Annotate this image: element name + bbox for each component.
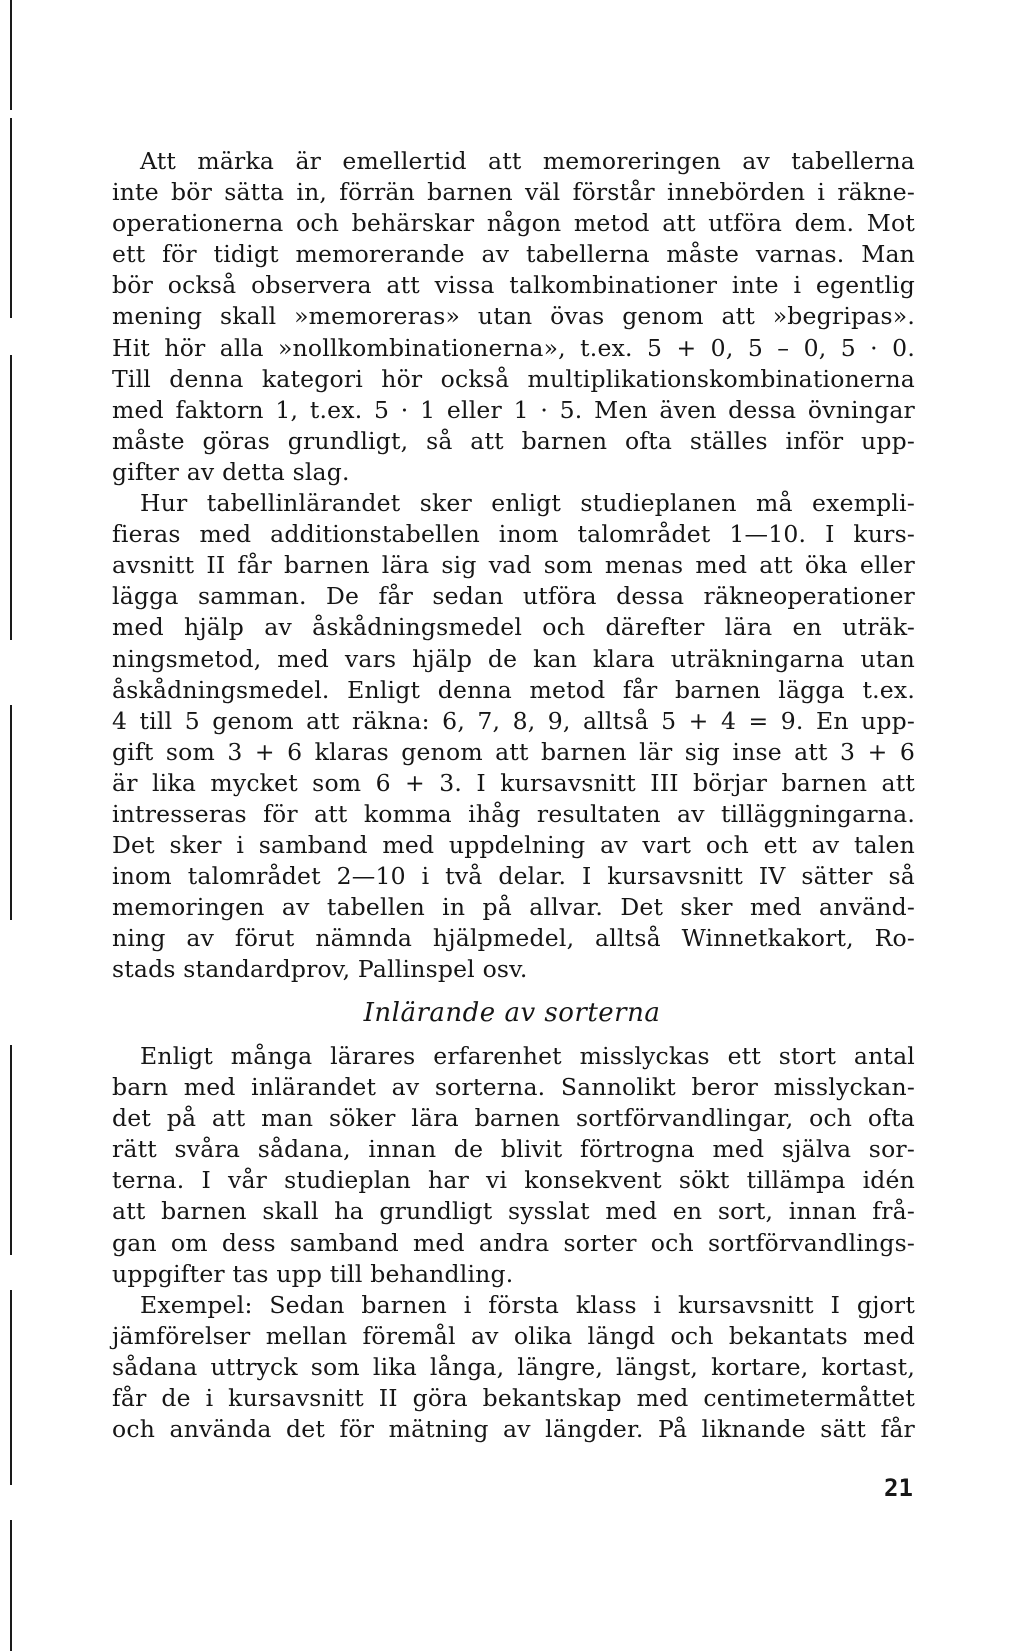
text-line: inom talområdet 2—10 i två delar. I kursavsnitt IV sätter så bbox=[112, 862, 915, 891]
text-line: 4 till 5 genom att räkna: 6, 7, 8, 9, alltså 5 + 4 = 9. En upp- bbox=[112, 706, 915, 735]
scan-edge-line-3 bbox=[10, 355, 12, 640]
text-line: ning av förut nämnda hjälpmedel, alltså Winnetkakort, Ro- bbox=[112, 924, 915, 953]
text-line: bör också observera att vissa talkombinationer inte i egentlig bbox=[112, 271, 915, 300]
text-line: mening skall »memoreras» utan övas genom att »begripas». bbox=[112, 302, 915, 331]
section-heading: Inlärande av sorterna bbox=[363, 998, 661, 1028]
text-line: är lika mycket som 6 + 3. I kursavsnitt III börjar barnen att bbox=[112, 768, 915, 797]
scan-edge-line-4 bbox=[10, 705, 12, 920]
page-number: 21 bbox=[884, 1474, 913, 1502]
paragraph-3 bbox=[112, 1041, 915, 1290]
text-line: Enligt många lärares erfarenhet misslyckas ett stort antal bbox=[140, 1042, 915, 1070]
text-line: barn med inlärandet av sorterna. Sannolikt beror misslyckan- bbox=[112, 1073, 915, 1102]
body-text-upper bbox=[112, 146, 915, 986]
body-text-lower bbox=[112, 1041, 915, 1445]
text-line: Exempel: Sedan barnen i första klass i kursavsnitt I gjort bbox=[140, 1290, 915, 1319]
text-line: fieras med additionstabellen inom talområdet 1—10. I kurs- bbox=[112, 520, 915, 549]
text-line: rätt svåra sådana, innan de blivit förtrogna med själva sor- bbox=[112, 1135, 915, 1164]
text-line: det på att man söker lära barnen sortförvandlingar, och ofta bbox=[112, 1104, 915, 1133]
text-line: Hit hör alla »nollkombinationerna», t.ex. 5 + 0, 5 – 0, 5 · 0. bbox=[112, 333, 915, 362]
text-line: lägga samman. De får sedan utföra dessa räkneoperationer bbox=[112, 582, 915, 611]
scan-edge-line-1 bbox=[10, 0, 12, 110]
text-line: och använda det för mätning av längder. På liknande sätt får bbox=[112, 1415, 915, 1444]
paragraph-2 bbox=[112, 488, 915, 986]
text-line: terna. I vår studieplan har vi konsekvent sökt tillämpa idén bbox=[112, 1166, 915, 1195]
text-line: operationerna och behärskar någon metod att utföra dem. Mot bbox=[112, 209, 915, 238]
text-line: Det sker i samband med uppdelning av vart och ett av talen bbox=[112, 831, 915, 860]
text-line: gan om dess samband med andra sorter och sortförvandlings- bbox=[112, 1228, 915, 1257]
text-line: ett för tidigt memorerande av tabellerna måste varnas. Man bbox=[112, 240, 915, 269]
text-line: Hur tabellinlärandet sker enligt studieplanen må exempli- bbox=[140, 489, 915, 518]
text-line: jämförelser mellan föremål av olika längd och bekantats med bbox=[112, 1321, 915, 1350]
text-line: sådana uttryck som lika långa, längre, längst, kortare, kortast, bbox=[112, 1352, 915, 1381]
text-line: att barnen skall ha grundligt sysslat med en sort, innan frå- bbox=[112, 1197, 915, 1226]
paragraph-4 bbox=[112, 1290, 915, 1445]
text-line: får de i kursavsnitt II göra bekantskap med centimetermåttet bbox=[112, 1384, 915, 1413]
text-line: stads standardprov, Pallinspel osv. bbox=[112, 955, 528, 984]
text-line: åskådningsmedel. Enligt denna metod får barnen lägga t.ex. bbox=[112, 675, 915, 704]
text-line: måste göras grundligt, så att barnen ofta ställes inför upp- bbox=[112, 426, 915, 455]
text-line: Att märka är emellertid att memoreringen av tabellerna bbox=[140, 147, 915, 175]
text-line: med hjälp av åskådningsmedel och därefter lära en uträk- bbox=[112, 613, 915, 642]
paragraph-1 bbox=[112, 146, 915, 488]
scan-edge-line-5 bbox=[10, 1045, 12, 1255]
text-line: Till denna kategori hör också multiplikationskombinationerna bbox=[112, 364, 915, 393]
text-line: inte bör sätta in, förrän barnen väl förstår innebörden i räkne- bbox=[112, 178, 915, 207]
text-line: intresseras för att komma ihåg resultaten av tilläggningarna. bbox=[112, 799, 915, 828]
scan-edge-line-6 bbox=[10, 1290, 12, 1485]
text-line: gifter av detta slag. bbox=[112, 457, 350, 486]
scan-edge-line-2 bbox=[10, 118, 12, 318]
scan-edge-line-7 bbox=[10, 1520, 12, 1651]
text-line: gift som 3 + 6 klaras genom att barnen lär sig inse att 3 + 6 bbox=[112, 737, 915, 766]
text-line: ningsmetod, med vars hjälp de kan klara uträkningarna utan bbox=[112, 644, 915, 673]
text-line: avsnitt II får barnen lära sig vad som menas med att öka eller bbox=[112, 551, 915, 580]
text-line: memoringen av tabellen in på allvar. Det sker med använd- bbox=[112, 893, 915, 922]
text-line: med faktorn 1, t.ex. 5 · 1 eller 1 · 5. Men även dessa övningar bbox=[112, 395, 915, 424]
text-line: uppgifter tas upp till behandling. bbox=[112, 1259, 514, 1288]
